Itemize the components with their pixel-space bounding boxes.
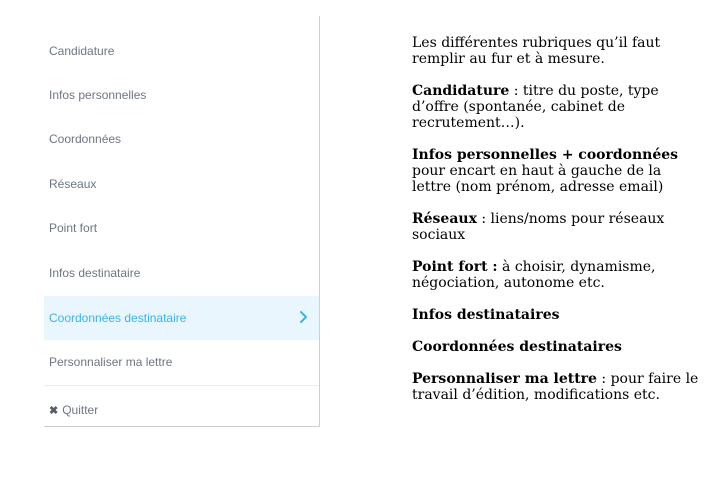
notes-label: Point fort :: [412, 259, 498, 275]
notes-label: Infos destinataires: [412, 307, 560, 323]
menu-item-reseaux[interactable]: [44, 162, 319, 206]
notes-text: à choisir, dynamisme, négociation, autonome etc.: [412, 259, 656, 291]
notes-text: pour encart en haut à gauche de la lettre (nom prénom, adresse email): [412, 163, 664, 195]
menu-item-infos-destinataire[interactable]: [44, 251, 319, 295]
notes-label: Réseaux: [412, 211, 477, 227]
notes-infos-destinataires: [412, 307, 702, 323]
menu-item-point-fort[interactable]: [44, 206, 319, 250]
notes-label: Personnaliser ma lettre: [412, 371, 597, 387]
menu-item-coordonnees[interactable]: [44, 117, 319, 161]
menu-item-label: Coordonnées: [49, 132, 122, 146]
menu-item-label: Réseaux: [49, 177, 97, 191]
chevron-right-icon: [295, 309, 311, 325]
notes-text: : titre du poste, type d’offre (spontanée, cabinet de recrutement…).: [412, 83, 659, 131]
notes-text: : liens/noms pour réseaux sociaux: [412, 211, 665, 243]
sidebar-menu: [44, 16, 320, 427]
menu-item-label: Point fort: [49, 221, 98, 235]
close-icon: ✖: [49, 404, 59, 417]
notes-point-fort: [412, 259, 702, 291]
notes-intro: Les différentes rubriques qu’il faut remplir au fur et à mesure.: [412, 35, 661, 67]
notes-candidature: [412, 83, 702, 131]
notes-coordonnees-destinataires: [412, 339, 702, 355]
notes-label: Infos personnelles + coordonnées: [412, 147, 679, 163]
notes-label: Coordonnées destinataires: [412, 339, 622, 355]
notes-label: Candidature: [412, 83, 510, 99]
menu-divider: [44, 385, 319, 386]
quit-button[interactable]: [44, 394, 319, 426]
menu-item-label: Infos destinataire: [49, 266, 141, 280]
menu-item-infos-personnelles[interactable]: [44, 73, 319, 117]
notes-personnaliser: [412, 371, 702, 403]
menu-item-label: Coordonnées destinataire: [49, 311, 187, 325]
annotation-notes: [412, 35, 702, 419]
menu-item-label: Personnaliser ma lettre: [49, 355, 173, 369]
menu-item-candidature[interactable]: [44, 29, 319, 73]
menu-item-personnaliser[interactable]: [44, 340, 319, 384]
menu-item-label: Infos personnelles: [49, 88, 147, 102]
menu-item-coordonnees-destinataire[interactable]: [44, 296, 319, 340]
notes-infos-personnelles: [412, 147, 702, 195]
notes-text: : pour faire le travail d’édition, modifications etc.: [412, 371, 699, 403]
quit-label: Quitter: [62, 403, 99, 417]
notes-reseaux: [412, 211, 702, 243]
menu-item-label: Candidature: [49, 44, 115, 58]
